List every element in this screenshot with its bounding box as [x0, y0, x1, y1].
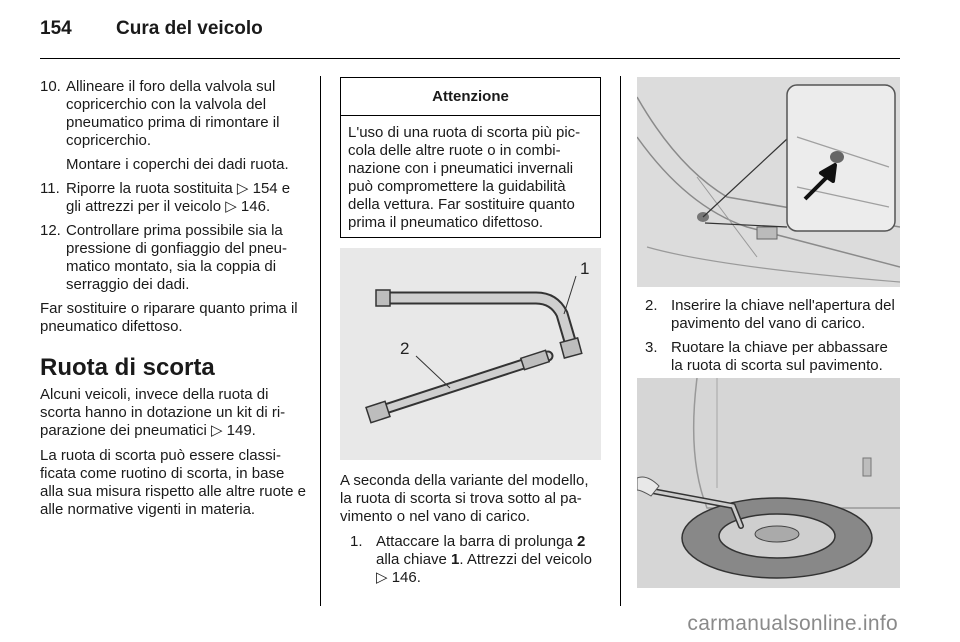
warning-title: Attenzione	[341, 78, 600, 116]
paragraph: A seconda della variante del modello, la ruota di scorta si trova sotto al pavimento o nel vano di carico.	[340, 472, 589, 525]
list-number: 1.	[350, 533, 363, 550]
text-run-bold: 1	[451, 551, 460, 568]
page-number: 154	[40, 18, 72, 39]
list-item	[645, 297, 903, 333]
spare-wheel-figure	[637, 378, 900, 588]
warning-body: L'uso di una ruota di scorta più piccola delle altre ruote o in combinazione con i pneumatici invernali può compromettere la guidabilità della vettura. Far sostituire quanto prima il pneumatico difettoso.	[348, 124, 581, 231]
list-text: Riporre la ruota sostituita ▷ 154 e gli attrezzi per il veicolo ▷ 146.	[66, 180, 291, 215]
list-item	[350, 533, 602, 587]
figure-label-2: 2	[400, 339, 410, 358]
trunk-floor-figure	[637, 77, 900, 287]
list-text: Ruotare la chiave per abbassare la ruota di scorta sul pavimento.	[671, 339, 888, 374]
list-text	[376, 533, 602, 587]
text-run-bold: 2	[576, 533, 586, 550]
watermark: carmanualsonline.info	[687, 612, 898, 635]
tools-illustration	[340, 248, 601, 460]
warning-box	[340, 77, 601, 238]
list-item	[40, 78, 306, 174]
text-run: Attaccare la barra di prolunga	[376, 533, 577, 550]
column-1	[40, 78, 306, 526]
list-item	[645, 339, 903, 375]
list-text: Allineare il foro della valvola sul copricerchio con la valvola del pneumatico prima di rimontare il copricerchio.	[66, 78, 280, 149]
text-run: . Attrezzi del veicolo	[459, 551, 592, 568]
page-title: Cura del veicolo	[116, 18, 263, 39]
list-number: 3.	[645, 339, 658, 356]
text-run: ▷ 146.	[376, 569, 421, 586]
list-subtext: Montare i coperchi dei dadi ruota.	[66, 156, 289, 173]
column-divider-2	[620, 76, 621, 606]
list-number: 12.	[40, 222, 61, 239]
list-text: Inserire la chiave nell'apertura del pavimento del vano di carico.	[671, 297, 895, 332]
text-run: alla chiave	[376, 551, 452, 568]
list-number: 11.	[40, 180, 60, 197]
column-2-text	[340, 472, 602, 593]
list-item	[40, 222, 306, 294]
list-number: 2.	[645, 297, 658, 314]
list-number: 10.	[40, 78, 61, 95]
tools-figure	[340, 248, 601, 460]
paragraph: La ruota di scorta può essere classificata come ruotino di scorta, in base alla sua misura rispetto alle altre ruote e alle normative vigenti in materia.	[40, 447, 306, 518]
list-text: Controllare prima possibile sia la pressione di gonfiaggio del pneumatico montato, sia la coppia di serraggio dei dadi.	[66, 222, 287, 293]
column-3-text	[637, 297, 903, 381]
section-heading: Ruota di scorta	[40, 354, 215, 381]
list-item	[40, 180, 306, 216]
page-header	[40, 18, 263, 40]
spare-wheel-illustration	[637, 378, 900, 588]
paragraph: Alcuni veicoli, invece della ruota di scorta hanno in dotazione un kit di riparazione dei pneumatici ▷ 149.	[40, 386, 286, 439]
header-rule	[40, 58, 900, 59]
paragraph: Far sostituire o riparare quanto prima il pneumatico difettoso.	[40, 300, 298, 335]
trunk-floor-illustration	[637, 77, 900, 287]
column-divider-1	[320, 76, 321, 606]
figure-label-1: 1	[580, 259, 590, 278]
